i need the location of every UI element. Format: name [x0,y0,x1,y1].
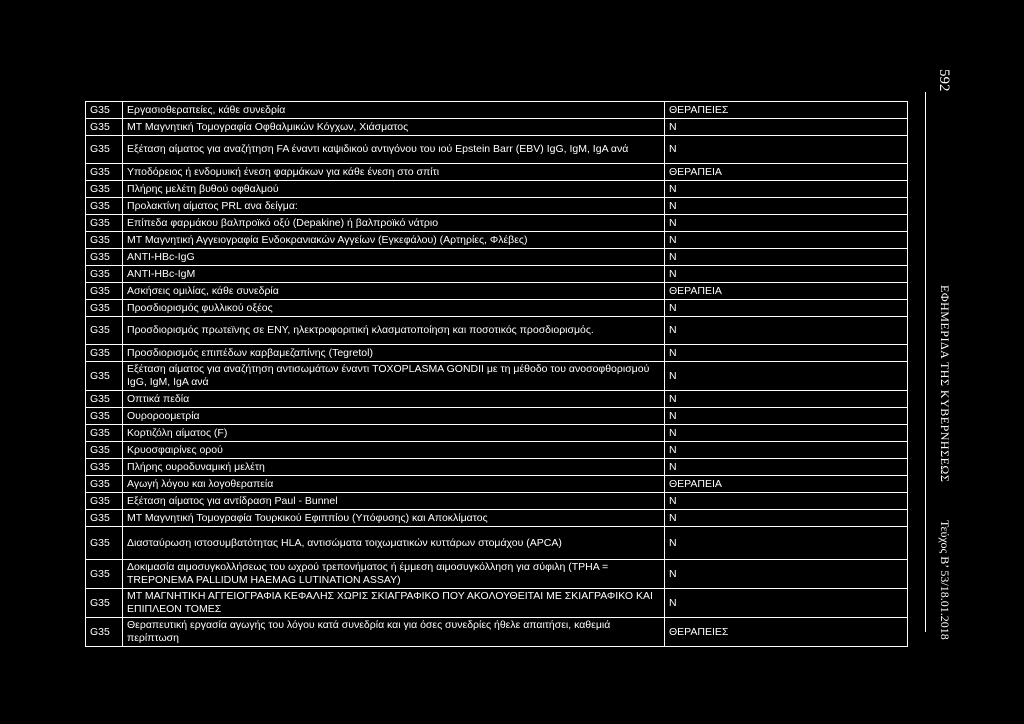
type-cell: ΘΕΡΑΠΕΙΑ [665,283,908,300]
type-cell: Ν [665,266,908,283]
table-row [86,181,908,198]
code-cell: G35 [86,408,123,425]
margin-rule [925,92,926,632]
code-cell: G35 [86,215,123,232]
code-cell: G35 [86,317,123,345]
code-cell: G35 [86,442,123,459]
description-cell: Υποδόρειος ή ενδομυική ένεση φαρμάκων για κάθε ένεση στο σπίτι [123,164,665,181]
code-cell: G35 [86,102,123,119]
code-cell: G35 [86,560,123,589]
table-row [86,119,908,136]
type-cell: Ν [665,442,908,459]
type-cell: Ν [665,362,908,391]
table-row [86,589,908,618]
code-cell: G35 [86,181,123,198]
table-row [86,345,908,362]
table-row [86,527,908,560]
description-cell: Εργασιοθεραπείες, κάθε συνεδρία [123,102,665,119]
description-cell: Προσδιορισμός φυλλικού οξέος [123,300,665,317]
code-cell: G35 [86,493,123,510]
description-cell: Ουροροομετρία [123,408,665,425]
description-cell: Θεραπευτική εργασία αγωγής του λόγου κατά συνεδρία και για όσες συνεδρίες ήθελε απαιτήσει, καθεμιά περίπτωση [123,618,665,647]
table-row [86,408,908,425]
description-cell: Ασκήσεις ομιλίας, κάθε συνεδρία [123,283,665,300]
code-cell: G35 [86,459,123,476]
procedures-table [85,101,908,647]
type-cell: ΘΕΡΑΠΕΙΑ [665,476,908,493]
type-cell: Ν [665,119,908,136]
code-cell: G35 [86,198,123,215]
code-cell: G35 [86,136,123,164]
table-row [86,476,908,493]
code-cell: G35 [86,300,123,317]
type-cell: Ν [665,391,908,408]
type-cell: ΘΕΡΑΠΕΙΕΣ [665,618,908,647]
type-cell: Ν [665,181,908,198]
table-row [86,215,908,232]
table-row [86,249,908,266]
code-cell: G35 [86,119,123,136]
type-cell: ΘΕΡΑΠΕΙΑ [665,164,908,181]
code-cell: G35 [86,249,123,266]
description-cell: ANTI-HBc-IgG [123,249,665,266]
table-row [86,102,908,119]
table-row [86,510,908,527]
type-cell: Ν [665,425,908,442]
description-cell: Επίπεδα φαρμάκου βαλπροϊκό οξύ (Depakine) ή βαλπροϊκό νάτριο [123,215,665,232]
type-cell: Ν [665,560,908,589]
code-cell: G35 [86,391,123,408]
table-row [86,317,908,345]
type-cell: Ν [665,249,908,266]
code-cell: G35 [86,589,123,618]
type-cell: Ν [665,527,908,560]
description-cell: ANTI-HBc-IgM [123,266,665,283]
description-cell: Πλήρης μελέτη βυθού οφθαλμού [123,181,665,198]
table-row [86,362,908,391]
code-cell: G35 [86,164,123,181]
table-row [86,493,908,510]
code-cell: G35 [86,266,123,283]
table-row [86,560,908,589]
description-cell: Προλακτίνη αίματος PRL ανα δείγμα: [123,198,665,215]
description-cell: Κρυοσφαιρίνες ορού [123,442,665,459]
code-cell: G35 [86,618,123,647]
issue-info: Τεύχος Β’ 53/18.01.2018 [938,520,952,640]
table-row [86,164,908,181]
code-cell: G35 [86,283,123,300]
description-cell: ΜΤ Μαγνητική Τομογραφία Οφθαλμικών Κόγχων, Χιάσματος [123,119,665,136]
table-row [86,618,908,647]
description-cell: Προσδιορισμός επιπέδων καρβαμεζαπίνης (Tegretol) [123,345,665,362]
table-row [86,283,908,300]
table-row [86,425,908,442]
type-cell: Ν [665,198,908,215]
description-cell: Δοκιμασία αιμοσυγκολλήσεως του ωχρού τρεπονήματος ή έμμεση αιμοσυγκόλληση για σύφιλη (TPHA = TREPONEMA PALLIDUM HAEMAG LUTINATION ASSAY) [123,560,665,589]
table-row [86,136,908,164]
type-cell: Ν [665,232,908,249]
code-cell: G35 [86,476,123,493]
description-cell: Προσδιορισμός πρωτεϊνης σε ΕΝΥ, ηλεκτροφοριτική κλασματοποίηση και ποσοτικός προσδιορισμός. [123,317,665,345]
description-cell: Οπτικά πεδία [123,391,665,408]
description-cell: Πλήρης ουροδυναμική μελέτη [123,459,665,476]
type-cell: Ν [665,300,908,317]
description-cell: ΜΤ ΜΑΓΝΗΤΙΚΗ ΑΓΓΕΙΟΓΡΑΦΙΑ ΚΕΦΑΛΗΣ ΧΩΡΙΣ ΣΚΙΑΓΡΑΦΙΚΟ ΠΟΥ ΑΚΟΛΟΥΘΕΙΤΑΙ ΜΕ ΣΚΙΑΓΡΑΦΙΚΟ ΚΑΙ ΕΠΙΠΛΕΟΝ ΤΟΜΕΣ [123,589,665,618]
table-row [86,442,908,459]
type-cell: Ν [665,459,908,476]
description-cell: Εξέταση αίματος για αναζήτηση FA έναντι καψιδικού αντιγόνου του ιού Epstein Barr (EBV) IgG, IgM, IgA ανά [123,136,665,164]
type-cell: Ν [665,493,908,510]
type-cell: Ν [665,317,908,345]
description-cell: Διασταύρωση ιστοσυμβατότητας HLA, αντισώματα τοιχωματικών κυττάρων στομάχου (APCA) [123,527,665,560]
type-cell: Ν [665,589,908,618]
journal-title: ΕΦΗΜΕΡΙΔΑ ΤΗΣ ΚΥΒΕΡΝΗΣΕΩΣ [938,285,952,483]
description-cell: ΜΤ Μαγνητική Αγγειογραφία Ενδοκρανιακών Αγγείων (Εγκεφάλου) (Αρτηρίες, Φλέβες) [123,232,665,249]
table-row [86,198,908,215]
table-row [86,391,908,408]
table-row [86,232,908,249]
table-row [86,459,908,476]
type-cell: ΘΕΡΑΠΕΙΕΣ [665,102,908,119]
description-cell: ΜΤ Μαγνητική Τομογραφία Τουρκικού Εφιππίου (Υπόφυσης) και Αποκλίματος [123,510,665,527]
table-row [86,300,908,317]
code-cell: G35 [86,510,123,527]
description-cell: Εξέταση αίματος για αντίδραση Paul - Bunnel [123,493,665,510]
type-cell: Ν [665,408,908,425]
code-cell: G35 [86,345,123,362]
type-cell: Ν [665,136,908,164]
code-cell: G35 [86,232,123,249]
type-cell: Ν [665,510,908,527]
code-cell: G35 [86,362,123,391]
description-cell: Αγωγή λόγου και λογοθεραπεία [123,476,665,493]
description-cell: Κορτιζόλη αίματος (F) [123,425,665,442]
description-cell: Εξέταση αίματος για αναζήτηση αντισωμάτων έναντι TOXOPLASMA GONDII με τη μέθοδο του ανοσοφθορισμού IgG, IgM, IgA ανά [123,362,665,391]
page-number: 592 [936,69,952,92]
table-row [86,266,908,283]
type-cell: Ν [665,215,908,232]
type-cell: Ν [665,345,908,362]
code-cell: G35 [86,425,123,442]
code-cell: G35 [86,527,123,560]
